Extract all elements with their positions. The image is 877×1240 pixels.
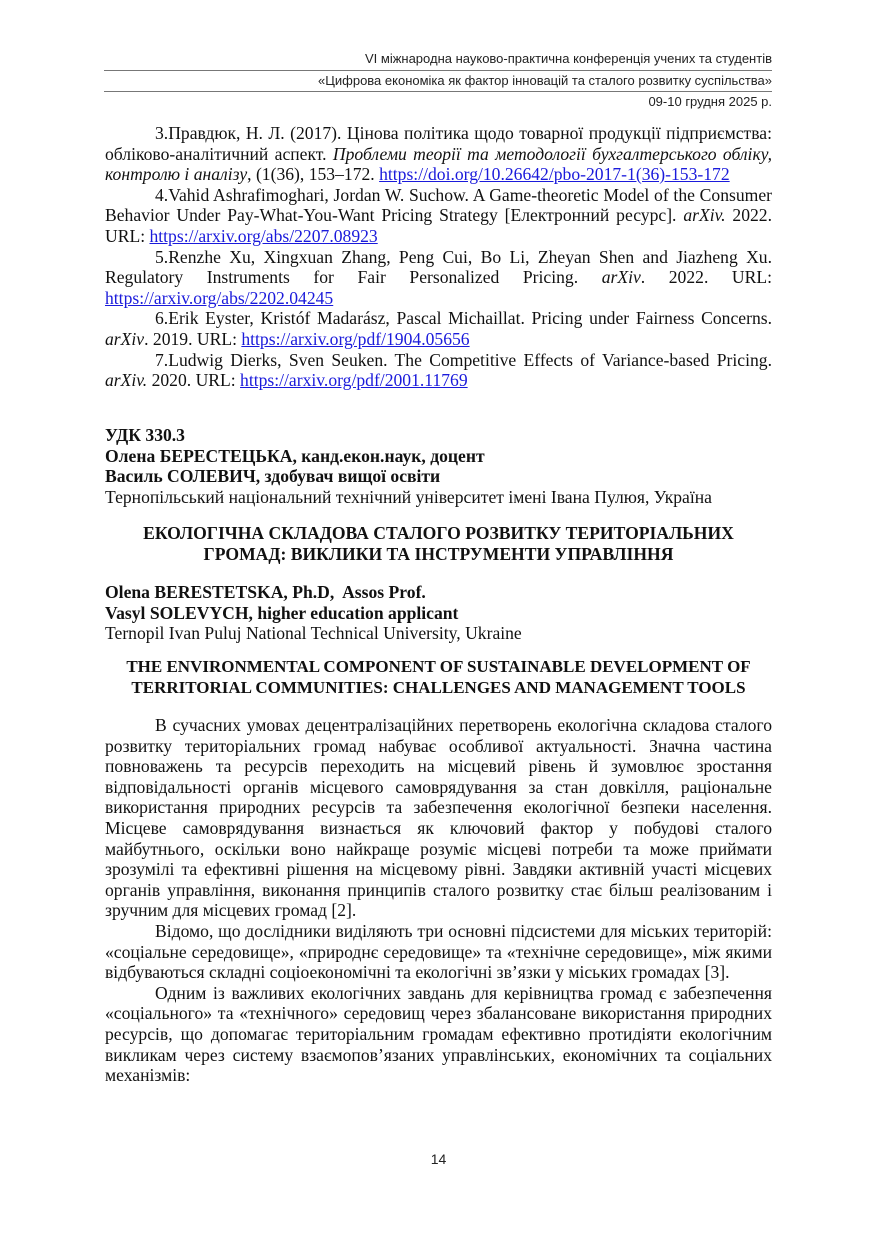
author-ua-2: Василь СОЛЕВИЧ, здобувач вищої освіти <box>105 466 441 487</box>
reference-journal: arXiv. <box>683 205 726 226</box>
reference-text: 4.Vahid Ashrafimoghari, Jordan W. Suchow. A Game-theoretic Model of the Consumer Behavior Under Pay-What-You-Want Pricing Strategy [Електронний ресурс]. <box>105 184 772 226</box>
title-en <box>105 657 772 698</box>
reference-link[interactable]: https://arxiv.org/abs/2207.08923 <box>149 225 378 246</box>
running-header-conference: VI міжнародна науково-практична конференція учених та студентів <box>364 51 772 66</box>
reference-details: . 2019. URL: <box>144 328 242 349</box>
article-meta-en <box>105 582 772 644</box>
author-ua-1: Олена БЕРЕСТЕЦЬКА, канд.екон.наук, доцент <box>105 445 485 466</box>
body-paragraph: Одним із важливих екологічних завдань для керівництва громад є забезпечення «соціального» та «технічного» середовищ через збалансоване використання природних ресурсів, що допомагає територіальним громадам ефективно протидіяти екологічним викликам через систему взаємопов’язаних управлінських, економічних та соціальних механізмів: <box>105 982 772 1086</box>
reference-details: , (1(36), 153–172. <box>247 164 380 185</box>
reference-text: 5.Renzhe Xu, Xingxuan Zhang, Peng Cui, Bo Li, Zheyan Shen and Jiazheng Xu. Regulatory Instruments for Fair Personalized Pricing. <box>105 246 772 288</box>
reference-list <box>105 123 772 391</box>
title-ua <box>105 523 772 564</box>
title-ua-line-1: ЕКОЛОГІЧНА СКЛАДОВА СТАЛОГО РОЗВИТКУ ТЕРИТОРІАЛЬНИХ <box>143 523 734 543</box>
title-en-line-2: TERRITORIAL COMMUNITIES: CHALLENGES AND MANAGEMENT TOOLS <box>131 677 746 697</box>
affiliation-en: Ternopil Ivan Puluj National Technical University, Ukraine <box>105 623 522 644</box>
running-header-theme: «Цифрова економіка як фактор інновацій та сталого розвитку суспільства» <box>318 73 772 88</box>
page-number: 14 <box>430 1151 447 1167</box>
reference-journal: arXiv <box>105 328 145 349</box>
header-rule-1 <box>104 70 772 71</box>
reference-journal: Проблеми теорії та методології бухгалтерського обліку, контролю і аналізу <box>105 143 773 185</box>
title-en-line-1: THE ENVIRONMENTAL COMPONENT OF SUSTAINABLE DEVELOPMENT OF <box>126 657 751 676</box>
reference-item <box>105 308 772 349</box>
reference-journal: arXiv. <box>105 370 148 391</box>
affiliation-ua: Тернопільський національний технічний університет імені Івана Пулюя, Україна <box>105 486 712 507</box>
running-header-date: 09-10 грудня 2025 р. <box>648 94 772 109</box>
reference-text: 3.Правдюк, Н. Л. (2017). Цінова політика щодо товарної продукції підприємства: обліково-аналітичний аспект. <box>105 123 772 164</box>
reference-text: 7.Ludwig Dierks, Sven Seuken. The Competitive Effects of Variance-based Pricing. <box>155 349 772 370</box>
reference-link[interactable]: https://arxiv.org/pdf/2001.11769 <box>240 370 468 391</box>
reference-item <box>105 247 772 309</box>
reference-text: 6.Erik Eyster, Kristóf Madarász, Pascal Michaillat. Pricing under Fairness Concerns. <box>155 308 772 329</box>
author-en-2: Vasyl SOLEVYCH, higher education applicant <box>105 602 459 623</box>
body-paragraph: Відомо, що дослідники виділяють три основні підсистеми для міських територій: «соціальне середовище», «природнє середовище» та «технічне середовище», між якими відбуваються складні соціоекономічні та екологічні зв’язки у міських громадах [3]. <box>105 920 772 983</box>
udc-code: УДК 330.3 <box>105 425 185 445</box>
article-meta-ua <box>105 425 772 507</box>
reference-link[interactable]: https://arxiv.org/pdf/1904.05656 <box>241 328 470 349</box>
title-ua-line-2: ГРОМАД: ВИКЛИКИ ТА ІНСТРУМЕНТИ УПРАВЛІННЯ <box>203 543 674 564</box>
body-paragraph: В сучасних умовах децентралізаційних перетворень екологічна складова сталого розвитку територіальних громад набуває особливої актуальності. Значна частина повноважень та ресурсів переходить на місцевий рівень й зумовлює зростання відповідальності органів місцевого самоврядування за стан довкілля, раціональне використання природних ресурсів та забезпечення екологічної безпеки населення. Місцеве самоврядування визнається як ключовий фактор у побудові сталого майбутнього, оскільки воно найкраще розуміє місцеві потреби та може приймати зрозумілі та ефективні рішення на місцевому рівні. Завдяки активній участі місцевих органів управління, виконання принципів сталого розвитку стає більш реалізованим і зручним для місцевих громад [2]. <box>105 715 772 921</box>
reference-journal: arXiv <box>601 267 641 288</box>
reference-item <box>105 185 772 247</box>
reference-details: 2022. URL: <box>105 205 772 246</box>
reference-item <box>105 123 772 185</box>
reference-details: . 2022. URL: <box>640 267 772 288</box>
reference-details: 2020. URL: <box>147 370 241 391</box>
article-body <box>105 715 772 1086</box>
reference-item <box>105 350 772 391</box>
reference-link[interactable]: https://doi.org/10.26642/pbo-2017-1(36)-153-172 <box>379 164 730 185</box>
header-rule-2 <box>104 91 772 92</box>
author-en-1: Olena BERESTETSKA, Ph.D, Assos Prof. <box>105 582 426 602</box>
reference-link[interactable]: https://arxiv.org/abs/2202.04245 <box>105 287 334 308</box>
